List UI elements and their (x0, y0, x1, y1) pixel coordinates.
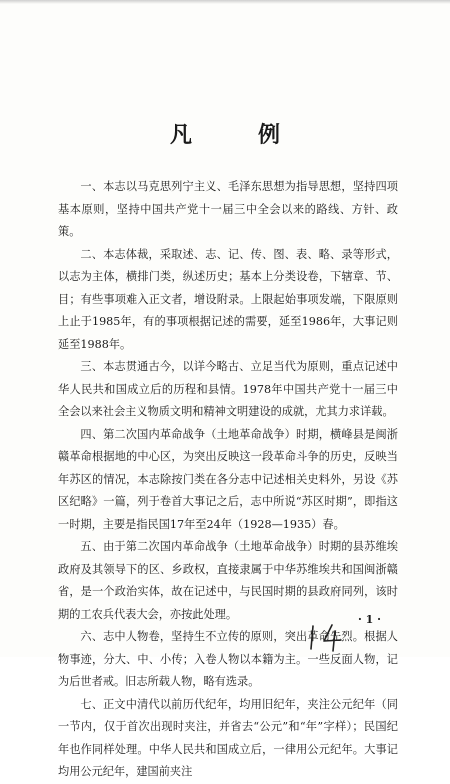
paragraph-7: 七、正文中清代以前历代纪年，均用旧纪年，夹注公元纪年（同一节内，仅于首次出现时夹注，并省去“公元”和“年”字样）；民国纪年也作同样处理。中华人民共和国成立后，一律用公元纪年。大事记均用公元纪年，建国前夹注 (58, 697, 398, 778)
paragraph-1: 一、本志以马克思列宁主义、毛泽东思想为指导思想，坚持四项基本原则，坚持中国共产党十一届三中全会以来的路线、方针、政策。 (58, 180, 398, 238)
paragraph-6: 六、志中人物卷，坚持生不立传的原则，突出革命先烈。根据人物事迹，分大、中、小传；入卷人物以本籍为主。一些反面人物，记为后世者戒。旧志所载人物，略有选录。 (58, 630, 398, 688)
body-text (58, 176, 398, 784)
page-number: · 1 · (358, 613, 381, 626)
handwritten-page-mark (306, 622, 350, 652)
paragraph-3: 三、本志贯通古今，以详今略古、立足当代为原则，重点记述中华人民共和国成立后的历程和县情。1978年中国共产党十一届三中全会以来社会主义物质文明和精神文明建设的成就，尤其力求详载。 (58, 360, 398, 418)
paragraph-5: 五、由于第二次国内革命战争（土地革命战争）时期的县苏维埃政府及其领导下的区、乡政权，直接隶属于中华苏维埃共和国闽浙赣省，是一个政治实体，故在记述中，与民国时期的县政府同列，该时期的工农兵代表大会，亦按此处理。 (58, 540, 398, 621)
paragraph-2: 二、本志体裁，采取述、志、记、传、图、表、略、录等形式，以志为主体，横排门类，纵述历史；基本上分类设卷，下辖章、节、目；有些事项难入正文者，增设附录。上限起始事项发端，下限原则上止于1985年，有的事项根据记述的需要，延至1986年，大事记则延至1988年。 (58, 247, 398, 351)
scan-edge (0, 0, 450, 4)
paragraph-4: 四、第二次国内革命战争（土地革命战争）时期，横峰县是闽浙赣革命根据地的中心区，为突出反映这一段革命斗争的历史，反映当年苏区的情况，本志除按门类在各分志中记述相关史料外，另设《苏区纪略》一篇，列于卷首大事记之后，志中所说“苏区时期”，即指这一时期，主要是指民国17年至24年（1928—1935）春。 (58, 427, 398, 531)
page-title: 凡 例 (169, 123, 302, 148)
